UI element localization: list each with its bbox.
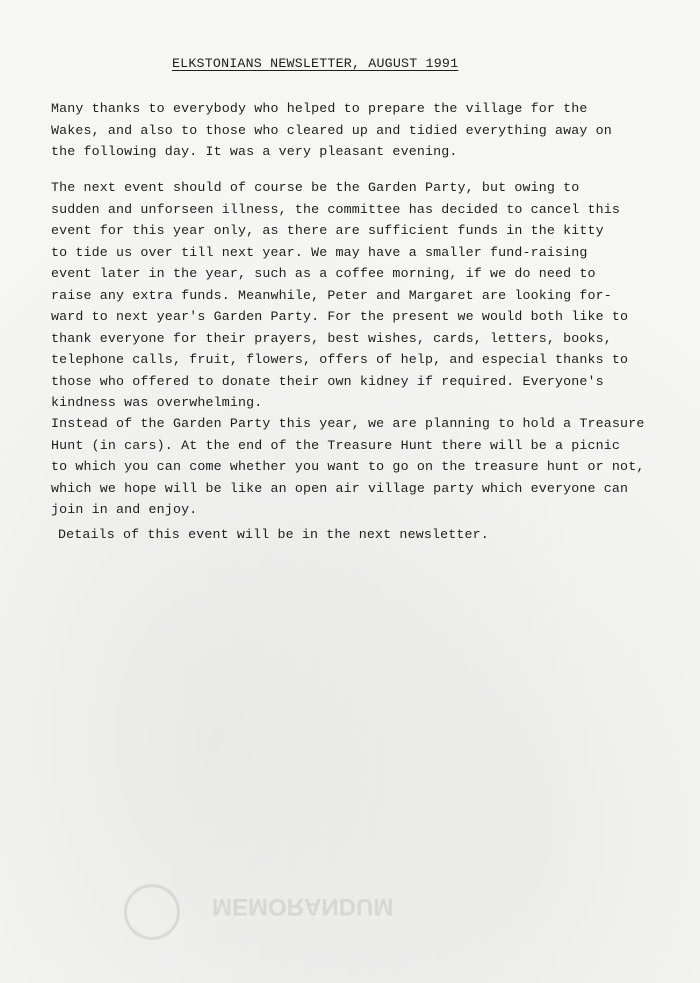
text-line: ward to next year's Garden Party. For the present we would both like to [51,309,629,324]
text-line: Wakes, and also to those who cleared up and tidied everything away on [51,122,612,138]
text-line: sudden and unforseen illness, the committee has decided to cancel this [51,201,621,217]
paragraph-treasure-hunt [51,413,644,521]
newsletter-title: ELKSTONIANS NEWSLETTER, AUGUST 1991 [172,56,459,71]
seal-icon [124,884,180,940]
text-line: telephone calls, fruit, flowers, offers of help, and especial thanks to [51,352,629,367]
text-line: which we hope will be like an open air village party which everyone can [51,480,629,496]
text-line: The next event should of course be the Garden Party, but owing to [51,180,580,195]
paragraph-thanks [51,98,612,163]
text-line: to which you can come whether you want to go on the treasure hunt or not, [51,459,645,474]
text-line: Many thanks to everybody who helped to prepare the village for the [51,101,588,116]
paragraph-details [58,524,489,546]
text-line: those who offered to donate their own kidney if required. Everyone's [51,373,604,389]
text-line: raise any extra funds. Meanwhile, Peter and Margaret are looking for- [51,287,612,303]
text-line: to tide us over till next year. We may have a smaller fund-raising [51,244,588,260]
show-through-watermark [120,878,420,948]
text-line: event for this year only, as there are sufficient funds in the kitty [51,223,604,238]
text-line: the following day. It was a very pleasant evening. [51,144,458,159]
text-line: join in and enjoy. [51,502,198,517]
text-line: kindness was overwhelming. [51,395,263,410]
text-line: thank everyone for their prayers, best wishes, cards, letters, books, [51,330,612,346]
text-line: Instead of the Garden Party this year, we are planning to hold a Treasure [51,416,645,431]
text-line: Details of this event will be in the next newsletter. [58,527,489,542]
paragraph-garden-party [51,177,628,414]
text-line: Hunt (in cars). At the end of the Treasure Hunt there will be a picnic [51,437,621,453]
text-line: event later in the year, such as a coffee morning, if we do need to [51,266,596,281]
watermark-text: MEMORANDUM [212,893,394,920]
